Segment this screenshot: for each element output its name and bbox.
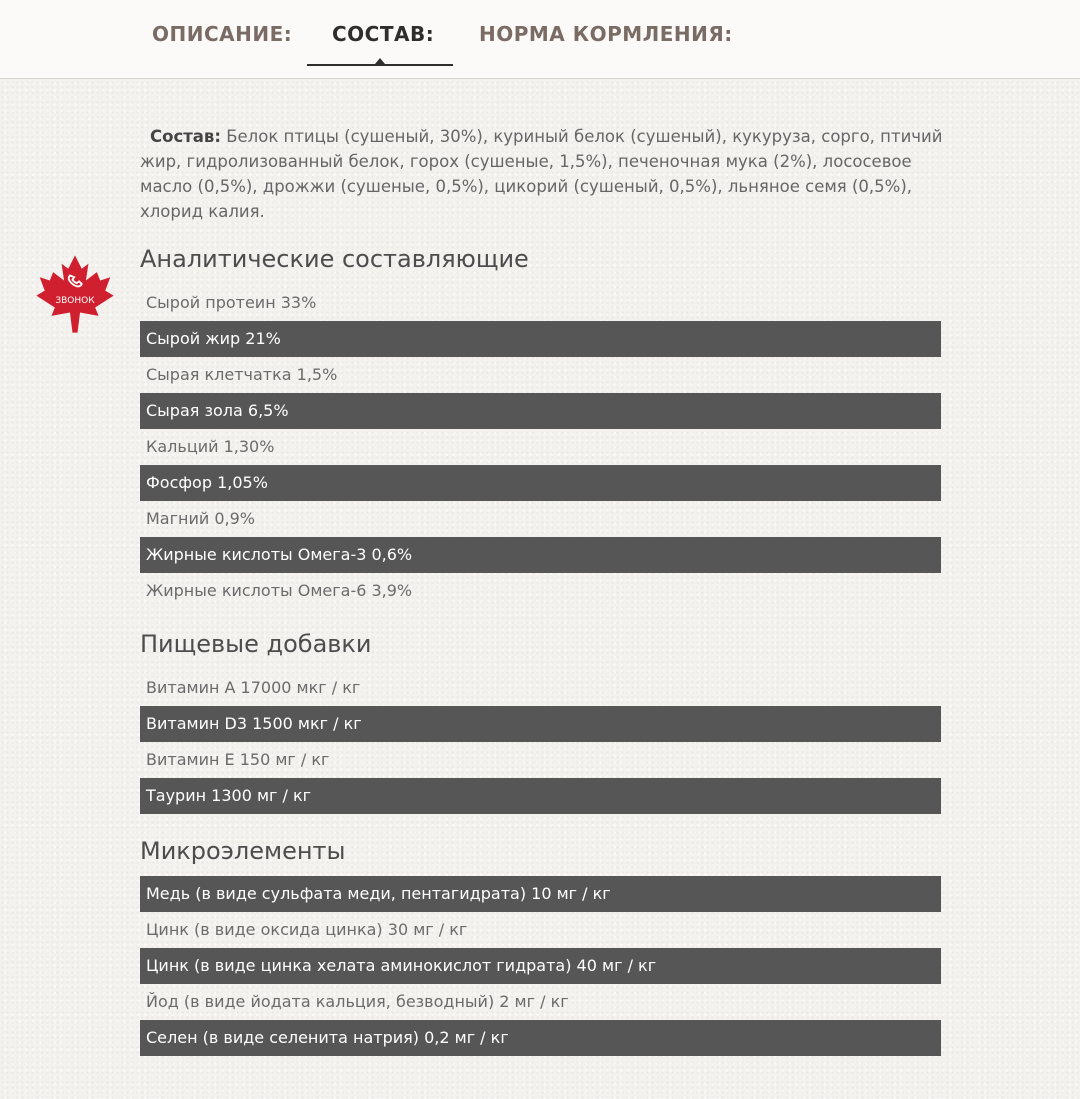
analytical-title: Аналитические составляющие — [140, 245, 529, 273]
tab-bar — [0, 0, 1080, 79]
call-widget[interactable] — [30, 252, 120, 336]
tab-description[interactable]: ОПИСАНИЕ: — [152, 22, 293, 46]
list-item: Сырая клетчатка 1,5% — [146, 365, 338, 384]
composition-label: Состав: — [150, 127, 221, 146]
list-item: Фосфор 1,05% — [140, 465, 941, 501]
list-item: Селен (в виде селенита натрия) 0,2 мг / кг — [140, 1020, 941, 1056]
additives-list — [140, 670, 941, 814]
tab-composition[interactable]: СОСТАВ: — [332, 22, 435, 46]
call-widget-label: ЗВОНОК — [55, 296, 95, 306]
list-item: Кальций 1,30% — [146, 437, 275, 456]
microelements-title: Микроэлементы — [140, 837, 346, 865]
list-item: Медь (в виде сульфата меди, пентагидрата) 10 мг / кг — [140, 876, 941, 912]
list-item: Витамин D3 1500 мкг / кг — [140, 706, 941, 742]
list-item: Витамин Е 150 мг / кг — [146, 750, 330, 769]
list-item: Таурин 1300 мг / кг — [140, 778, 941, 814]
list-item: Жирные кислоты Омега-6 3,9% — [146, 581, 413, 600]
analytical-list — [140, 285, 941, 609]
microelements-list — [140, 876, 941, 1056]
list-item: Витамин А 17000 мкг / кг — [146, 678, 361, 697]
list-item: Сырой жир 21% — [140, 321, 941, 357]
list-item: Йод (в виде йодата кальция, безводный) 2 мг / кг — [146, 992, 569, 1011]
list-item: Цинк (в виде цинка хелата аминокислот гидрата) 40 мг / кг — [140, 948, 941, 984]
composition-text — [140, 124, 950, 224]
tab-feeding-norm[interactable]: НОРМА КОРМЛЕНИЯ: — [479, 22, 733, 46]
additives-title: Пищевые добавки — [140, 630, 372, 658]
list-item: Магний 0,9% — [146, 509, 256, 528]
composition-ingredients: Белок птицы (сушеный, 30%), куриный белок (сушеный), кукуруза, сорго, птичий жир, гидролизованный белок, горох (сушеные, 1,5%), печеночная мука (2%), лососевое масло (0,5%), дрожжи (сушеные, 0,5%), цикорий (сушеный, 0,5%), льняное семя (0,5%), хлорид калия. — [140, 127, 943, 221]
list-item: Цинк (в виде оксида цинка) 30 мг / кг — [146, 920, 468, 939]
list-item: Сырая зола 6,5% — [140, 393, 941, 429]
list-item: Сырой протеин 33% — [146, 293, 317, 312]
maple-leaf-icon — [30, 252, 120, 336]
active-tab-underline — [307, 64, 453, 66]
active-tab-caret-icon — [375, 58, 385, 64]
list-item: Жирные кислоты Омега-3 0,6% — [140, 537, 941, 573]
